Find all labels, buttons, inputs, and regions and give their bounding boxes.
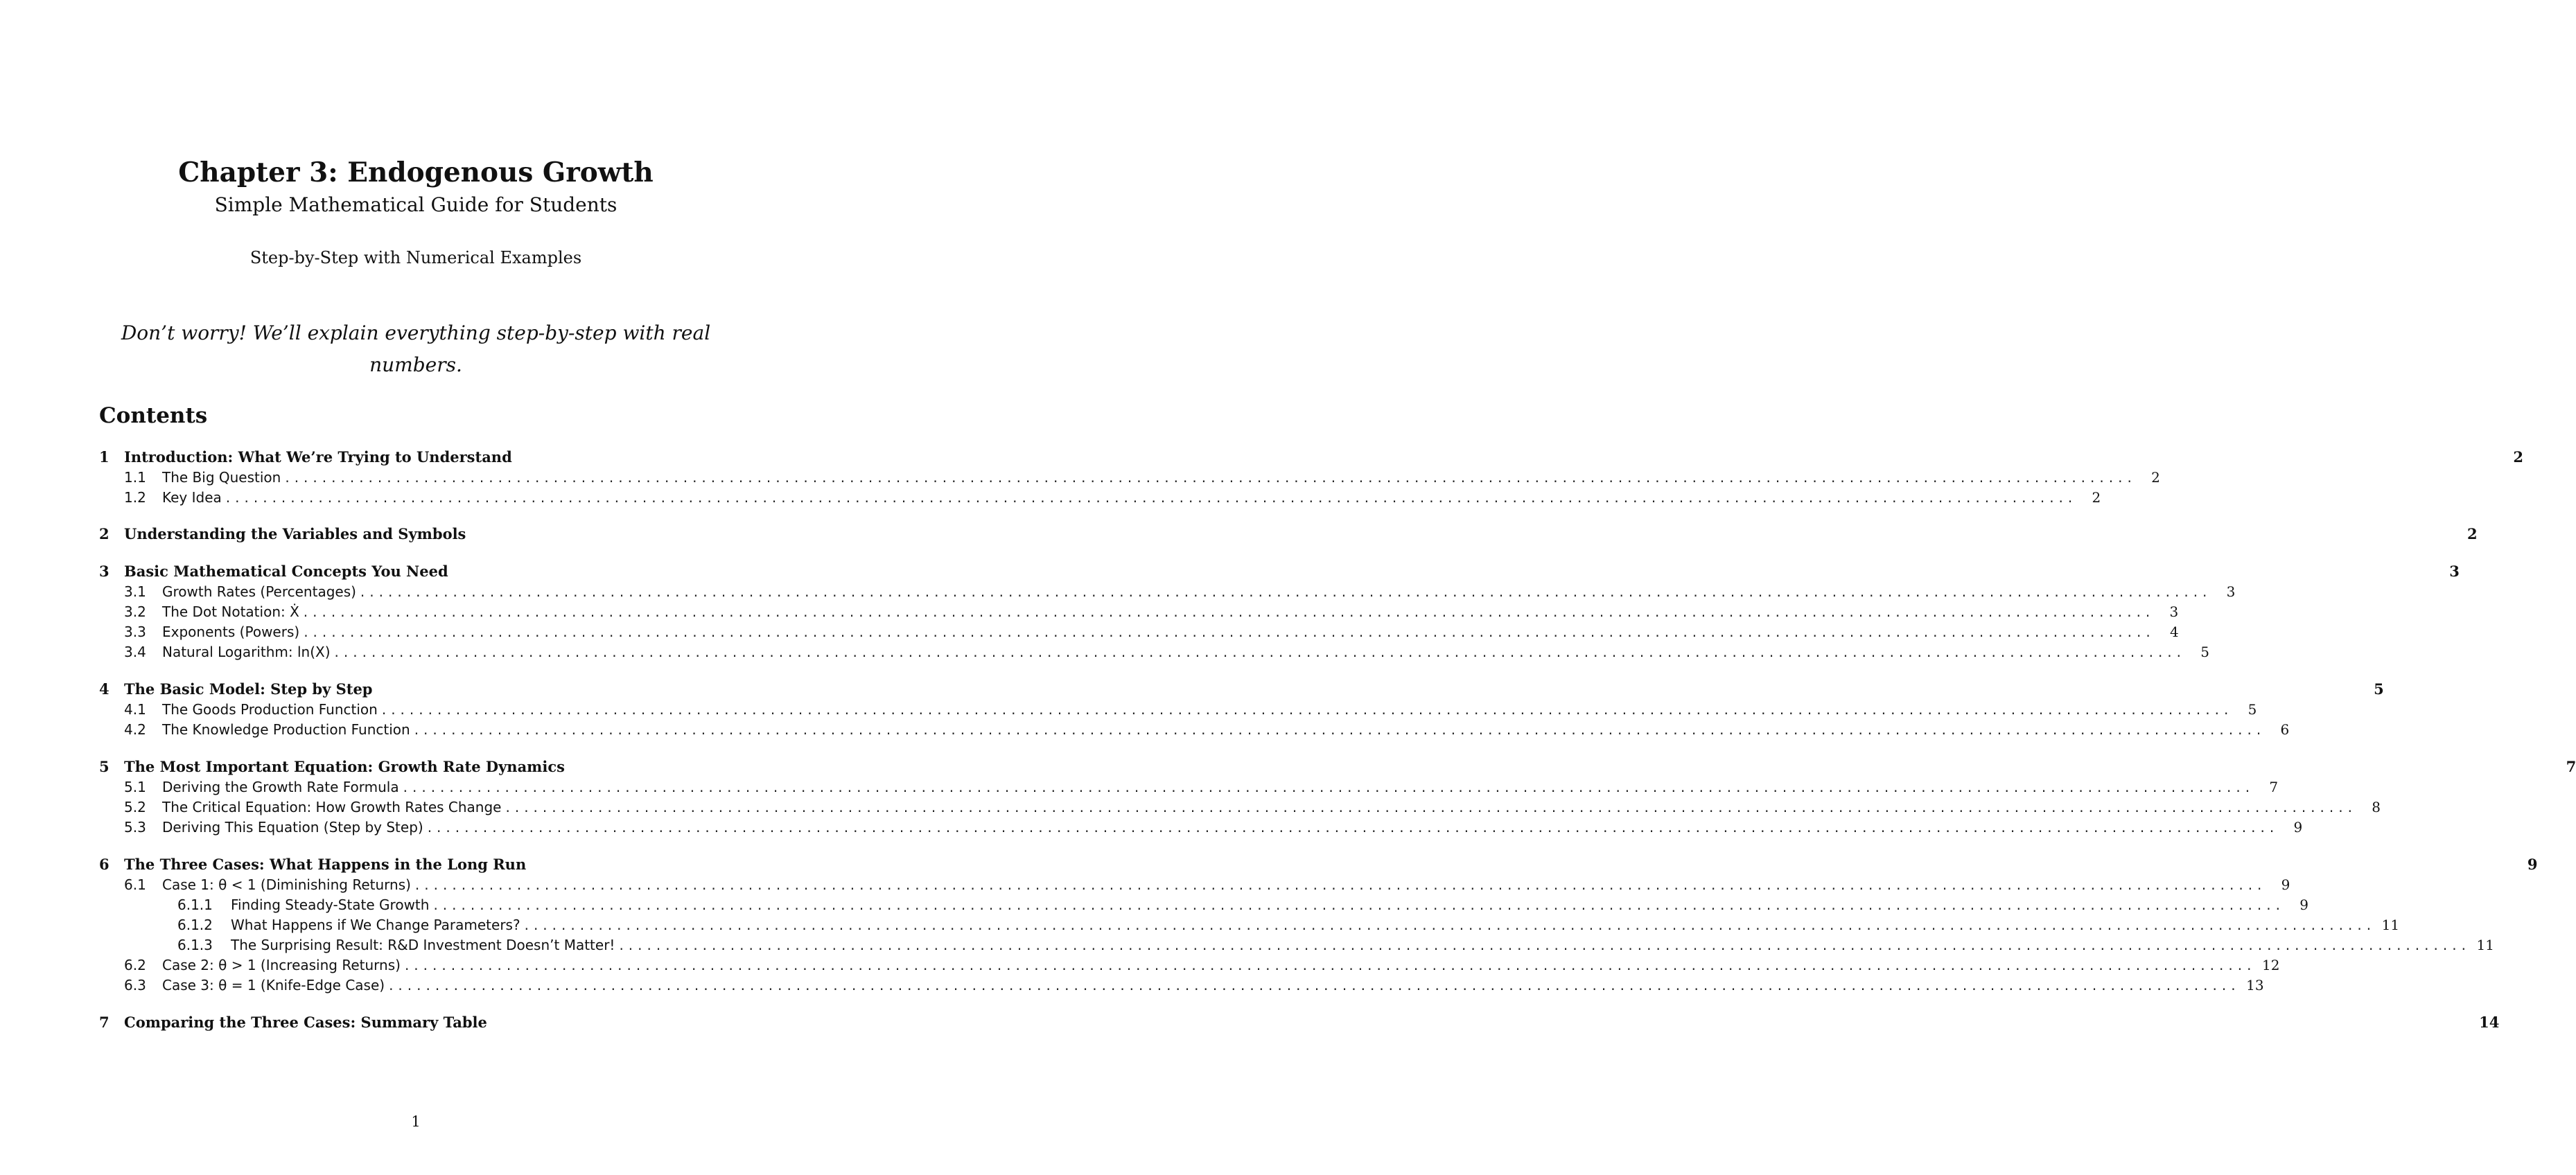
toc-entry-page: 4 xyxy=(2169,624,2179,640)
toc-entry-title: Finding Steady-State Growth xyxy=(231,896,430,913)
toc-entry-number: 6.1 xyxy=(124,876,146,893)
toc-dot-leader: ........................................................................................................................................................................................................ xyxy=(334,644,2187,660)
toc-section-entry[interactable] xyxy=(99,1013,2500,1032)
toc-entry-page: 7 xyxy=(2269,779,2279,795)
toc-entry-page: 12 xyxy=(2261,957,2280,973)
toc-entry-number: 6.1.3 xyxy=(177,937,213,953)
toc-entry-title: Deriving the Growth Rate Formula xyxy=(162,779,399,795)
document-motto: Don’t worry! We’ll explain everything step-by-step with real numbers. xyxy=(121,321,711,376)
toc-entry-title: Case 2: θ > 1 (Increasing Returns) xyxy=(162,957,401,973)
toc-subsubsection-entry[interactable] xyxy=(177,915,2400,935)
toc-entry-page: 11 xyxy=(2381,917,2400,933)
toc-entry-page: 9 xyxy=(2299,896,2308,913)
toc-entry-title: The Dot Notation: Ẋ xyxy=(162,603,299,620)
toc-dot-leader: ........................................................................................................................................................................................................ xyxy=(427,819,2279,836)
toc-entry-page: 5 xyxy=(2374,680,2384,698)
toc-heading: Contents xyxy=(99,403,208,428)
toc-entry-number: 4.1 xyxy=(124,701,146,718)
toc-entry-page: 14 xyxy=(2479,1014,2500,1031)
toc-subsection-entry[interactable] xyxy=(124,582,2236,601)
toc-entry-page: 9 xyxy=(2281,876,2290,893)
toc-entry-number: 7 xyxy=(99,1014,109,1031)
toc-entry-title: Case 3: θ = 1 (Knife-Edge Case) xyxy=(162,977,385,993)
toc-entry-page: 11 xyxy=(2476,937,2494,953)
toc-entry-title: Deriving This Equation (Step by Step) xyxy=(162,819,423,836)
toc-entry-page: 8 xyxy=(2372,799,2381,815)
toc-entry-page: 13 xyxy=(2246,977,2264,993)
toc-entry-number: 5.3 xyxy=(124,819,146,836)
toc-entry-title: Growth Rates (Percentages) xyxy=(162,583,356,600)
toc-entry-page: 5 xyxy=(2200,644,2210,660)
toc-entry-number: 1.2 xyxy=(124,489,146,506)
toc-entry-title: Understanding the Variables and Symbols xyxy=(124,525,466,542)
toc-subsection-entry[interactable] xyxy=(124,488,2101,507)
toc-entry-number: 4.2 xyxy=(124,721,146,738)
toc-entry-number: 3.2 xyxy=(124,603,146,620)
toc-dot-leader: ........................................................................................................................................................................................................ xyxy=(285,469,2137,486)
toc-entry-number: 6.2 xyxy=(124,957,146,973)
toc-entry-number: 5 xyxy=(99,758,109,775)
toc-subsection-entry[interactable] xyxy=(124,955,2280,975)
toc-entry-title: Key Idea xyxy=(162,489,222,506)
toc-entry-number: 6.1.2 xyxy=(177,917,213,933)
document-title: Chapter 3: Endogenous Growth xyxy=(178,157,654,188)
toc-section-entry[interactable] xyxy=(99,448,2523,467)
toc-entry-page: 3 xyxy=(2169,603,2179,620)
toc-entry-title: The Critical Equation: How Growth Rates Change xyxy=(162,799,502,815)
toc-entry-page: 5 xyxy=(2248,701,2257,718)
document-tagline: Step-by-Step with Numerical Examples xyxy=(249,248,582,267)
toc-entry-page: 2 xyxy=(2467,525,2478,542)
toc-entry-title: Exponents (Powers) xyxy=(162,624,300,640)
toc-subsection-entry[interactable] xyxy=(124,642,2210,662)
toc-entry-number: 5.2 xyxy=(124,799,146,815)
toc-entry-title: The Goods Production Function xyxy=(162,701,378,718)
toc-entry-page: 7 xyxy=(2566,758,2576,775)
toc-section-entry[interactable] xyxy=(99,855,2538,874)
toc-dot-leader: ........................................................................................................................................................................................................ xyxy=(414,876,2267,893)
toc-entry-number: 3 xyxy=(99,563,109,580)
toc-entry-number: 5.1 xyxy=(124,779,146,795)
toc-entry-number: 6 xyxy=(99,856,109,873)
toc-subsection-entry[interactable] xyxy=(124,468,2160,487)
toc-subsection-entry[interactable] xyxy=(124,720,2290,739)
toc-entry-number: 1.1 xyxy=(124,469,146,486)
toc-entry-title: Introduction: What We’re Trying to Understand xyxy=(124,448,512,466)
toc-dot-leader: ........................................................................................................................................................................................................ xyxy=(403,779,2255,795)
toc-entry-page: 2 xyxy=(2151,469,2160,486)
toc-entry-title: The Knowledge Production Function xyxy=(162,721,410,738)
toc-entry-title: Natural Logarithm: ln(X) xyxy=(162,644,331,660)
toc-dot-leader: ........................................................................................................................................................................................................ xyxy=(433,896,2285,913)
toc-entry-title: The Basic Model: Step by Step xyxy=(124,680,373,698)
toc-entry-number: 6.3 xyxy=(124,977,146,993)
toc-entry-page: 3 xyxy=(2449,563,2460,580)
toc-entry-number: 3.4 xyxy=(124,644,146,660)
toc-section-entry[interactable] xyxy=(99,562,2460,581)
toc-entry-number: 6.1.1 xyxy=(177,896,213,913)
toc-subsection-entry[interactable] xyxy=(124,875,2290,894)
toc-entry-number: 3.3 xyxy=(124,624,146,640)
toc-entry-title: Case 1: θ < 1 (Diminishing Returns) xyxy=(162,876,411,893)
toc-entry-title: Comparing the Three Cases: Summary Table xyxy=(124,1014,487,1031)
toc-dot-leader: ........................................................................................................................................................................................................ xyxy=(524,917,2376,933)
toc-entry-title: The Big Question xyxy=(162,469,281,486)
toc-entry-page: 3 xyxy=(2226,583,2236,600)
toc-entry-title: Basic Mathematical Concepts You Need xyxy=(124,563,448,580)
toc-subsection-entry[interactable] xyxy=(124,797,2381,817)
document-subtitle: Simple Mathematical Guide for Students xyxy=(214,193,617,216)
toc-entry-page: 2 xyxy=(2513,448,2523,466)
toc-subsubsection-entry[interactable] xyxy=(177,935,2494,955)
toc-dot-leader: ........................................................................................................................................................................................................ xyxy=(619,937,2471,953)
toc-subsection-entry[interactable] xyxy=(124,700,2257,719)
toc-entry-page: 2 xyxy=(2092,489,2101,506)
toc-entry-page: 6 xyxy=(2280,721,2290,738)
toc-dot-leader: ........................................................................................................................................................................................................ xyxy=(414,721,2266,738)
toc-subsection-entry[interactable] xyxy=(124,602,2179,621)
toc-dot-leader: ........................................................................................................................................................................................................ xyxy=(304,624,2155,640)
toc-entry-number: 2 xyxy=(99,525,109,542)
page-number: 1 xyxy=(411,1113,421,1130)
toc-entry-title: The Surprising Result: R&D Investment Doesn’t Matter! xyxy=(231,937,615,953)
toc-dot-leader: ........................................................................................................................................................................................................ xyxy=(404,957,2257,973)
toc-entry-number: 4 xyxy=(99,680,109,698)
toc-entry-number: 1 xyxy=(99,448,109,466)
toc-section-entry[interactable] xyxy=(99,680,2384,699)
toc-section-entry[interactable] xyxy=(99,524,2478,544)
toc-subsection-entry[interactable] xyxy=(124,818,2303,837)
toc-dot-leader: ........................................................................................................................................................................................................ xyxy=(225,489,2078,506)
toc-dot-leader: ........................................................................................................................................................................................................ xyxy=(360,583,2212,600)
toc-subsection-entry[interactable] xyxy=(124,622,2179,642)
toc-dot-leader: ........................................................................................................................................................................................................ xyxy=(303,603,2155,620)
toc-entry-title: The Most Important Equation: Growth Rate Dynamics xyxy=(124,758,565,775)
toc-section-entry[interactable] xyxy=(99,757,2576,777)
toc-subsection-entry[interactable] xyxy=(124,975,2264,995)
toc-entry-page: 9 xyxy=(2293,819,2303,836)
toc-entry-page: 9 xyxy=(2527,856,2538,873)
toc-subsubsection-entry[interactable] xyxy=(177,895,2308,915)
toc-entry-number: 3.1 xyxy=(124,583,146,600)
toc-entry-title: The Three Cases: What Happens in the Long Run xyxy=(124,856,527,873)
toc-subsection-entry[interactable] xyxy=(124,777,2279,797)
toc-entry-title: What Happens if We Change Parameters? xyxy=(231,917,520,933)
toc-dot-leader: ........................................................................................................................................................................................................ xyxy=(505,799,2357,815)
toc-dot-leader: ........................................................................................................................................................................................................ xyxy=(381,701,2234,718)
toc-dot-leader: ........................................................................................................................................................................................................ xyxy=(389,977,2241,993)
